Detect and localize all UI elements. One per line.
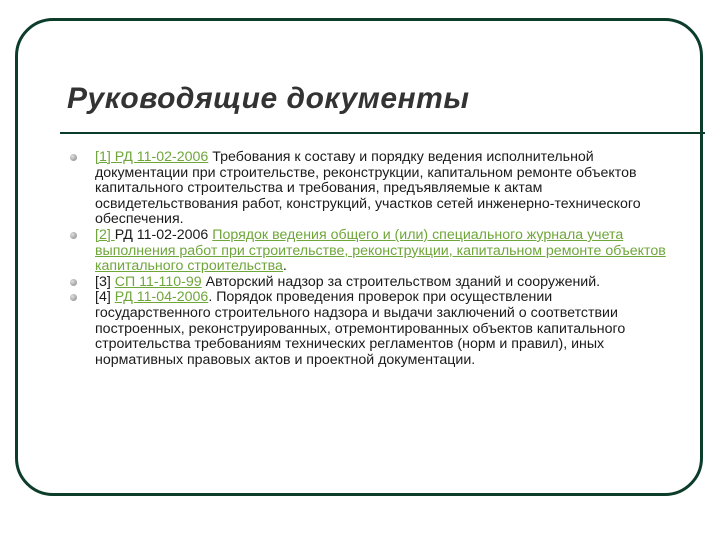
bullet-dot-icon: [70, 279, 77, 286]
doc-ref-number: [3]: [95, 273, 115, 290]
doc-link-sp-11-110-99[interactable]: СП 11-110-99: [114, 273, 202, 290]
doc-description: Требования к составу и порядку ведения исполнительной документации при строительстве, реконструкции, капитальном ремонте объектов капитального строительства и требования, предъявляемые к актам освидетельствования работ, конструкций, участков сетей инженерно-технического обеспечения.: [95, 149, 641, 228]
doc-link-journal-order[interactable]: Порядок ведения общего и (или) специального журнала учета выполнения работ при строительстве, реконструкции, капитальном ремонте объектов капитального строительства: [95, 226, 666, 275]
doc-suffix: .: [282, 258, 287, 275]
list-item: [70, 275, 670, 291]
doc-description: Авторский надзор за строительством зданий и сооружений.: [201, 273, 601, 290]
doc-ref-number: [4]: [95, 289, 115, 306]
slide-title: Руководящие документы: [67, 82, 470, 115]
list-item: [70, 228, 670, 275]
document-list: [70, 150, 670, 368]
doc-description: . Порядок проведения проверок при осуществлении государственного строительного надзора и выдачи заключений о соответствии построенных, реконструированных, отремонтированных объектов капитального строительства требованиям технических регламентов (норм и правил), иных нормативных правовых актов и проектной документации.: [95, 289, 626, 368]
doc-link-rd-11-02-2006[interactable]: [1] РД 11-02-2006: [95, 149, 209, 165]
bullet-dot-icon: [70, 154, 77, 161]
doc-ref-number[interactable]: [2]: [95, 226, 115, 243]
bullet-dot-icon: [70, 294, 77, 301]
list-item: [70, 150, 670, 228]
bullet-dot-icon: [70, 232, 77, 239]
doc-link-rd-11-04-2006[interactable]: РД 11-04-2006: [114, 289, 209, 306]
list-item: [70, 290, 670, 368]
title-underline: [60, 132, 705, 134]
doc-code: РД 11-02-2006: [114, 226, 213, 243]
